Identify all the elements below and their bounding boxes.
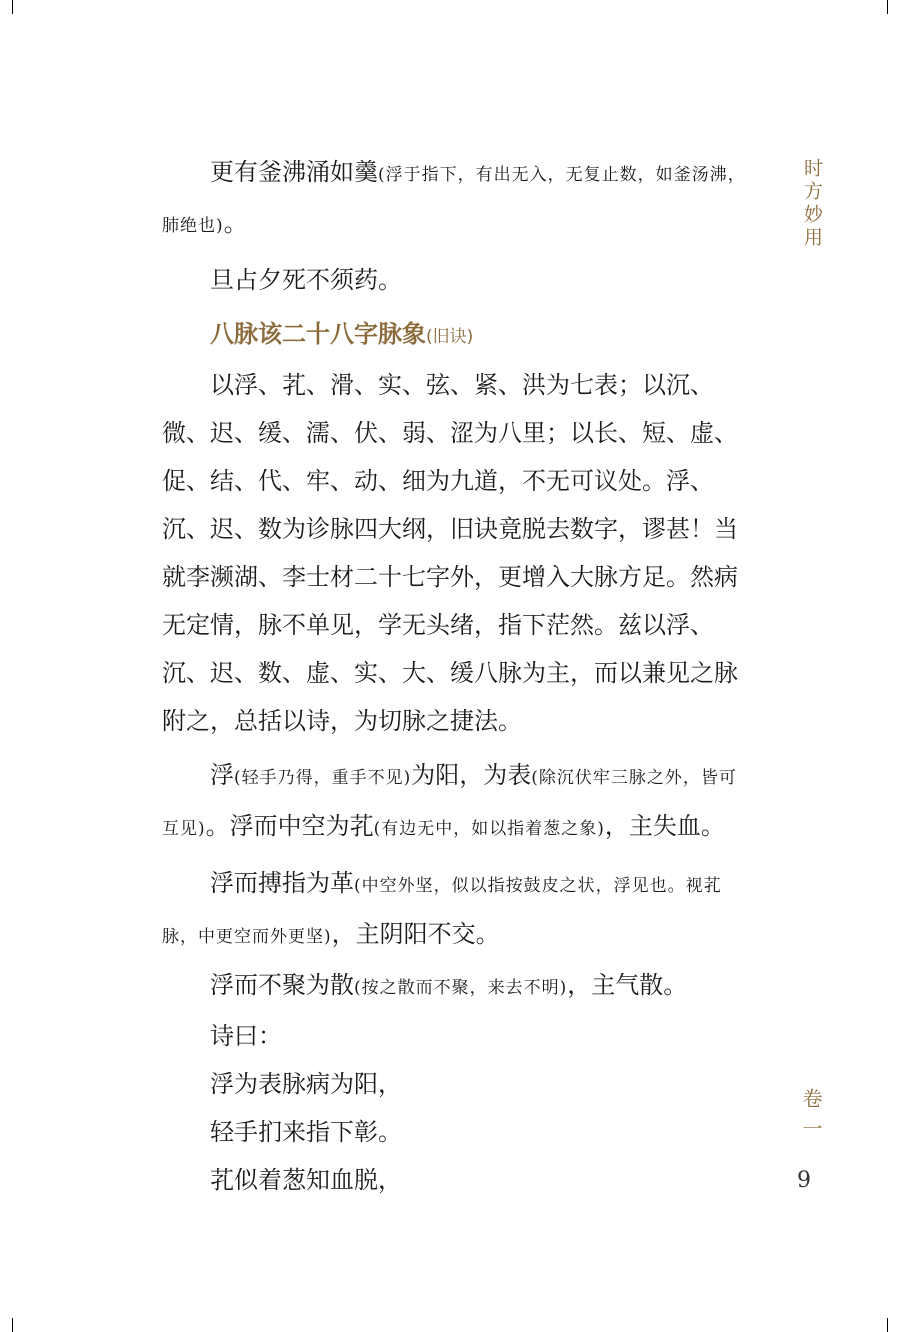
- annotation: (除沉伏牢三脉之外，皆可互见): [162, 768, 737, 839]
- annotation: (浮于指下，有出无入，无复止数，如釜汤沸，肺绝也): [162, 165, 746, 236]
- annotation: (中空外坚，似以指按鼓皮之状，浮见也。视芤脉，中更空而外更坚): [162, 876, 722, 947]
- paragraph: 更有釜沸涌如羹(浮于指下，有出无入，无复止数，如釜汤沸，肺绝也)。: [162, 158, 746, 237]
- volume-label: 卷一: [799, 1088, 823, 1148]
- running-title: 时方妙用: [801, 158, 823, 250]
- section-heading: 八脉该二十八字脉象(旧诀): [210, 320, 474, 348]
- page-number: 9: [797, 1168, 811, 1193]
- paragraph: 浮(轻手乃得，重手不见)为阳，为表(除沉伏牢三脉之外，皆可互见)。浮而中空为芤(有边无中，如以指着葱之象)，主失血。: [162, 761, 737, 840]
- paragraph: 浮而搏指为革(中空外坚，似以指按鼓皮之状，浮见也。视芤脉，中更空而外更坚)，主阴阳不交。: [162, 869, 722, 948]
- poem-intro: 诗曰：: [210, 1022, 282, 1050]
- annotation: (轻手乃得，重手不见): [234, 768, 412, 788]
- crop-mark: [887, 0, 888, 14]
- annotation: (有边无中，如以指着葱之象): [373, 819, 605, 839]
- poem-line: 轻手扪来指下彰。: [210, 1118, 402, 1146]
- poem-line: 浮为表脉病为阳，: [210, 1070, 402, 1098]
- main-text: [162, 148, 754, 1204]
- heading-subtitle: (旧诀): [426, 327, 474, 347]
- paragraph: 旦占夕死不须药。: [210, 266, 402, 294]
- crop-mark: [12, 0, 13, 14]
- crop-mark: [887, 1318, 888, 1332]
- annotation: (按之散而不聚，来去不明): [354, 978, 568, 998]
- crop-mark: [12, 1318, 13, 1332]
- paragraph: 以浮、芤、滑、实、弦、紧、洪为七表；以沉、微、迟、缓、濡、伏、弱、涩为八里；以长、短、虚、促、结、代、牢、动、细为九道，不无可议处。浮、沉、迟、数为诊脉四大纲，旧诀竟脱去数字，谬甚！当就李濒湖、李士材二十七字外，更增入大脉方足。然病无定情，脉不单见，学无头绪，指下茫然。兹以浮、沉、迟、数、虚、实、大、缓八脉为主，而以兼见之脉附之，总括以诗，为切脉之捷法。: [162, 371, 738, 735]
- paragraph: 浮而不聚为散(按之散而不聚，来去不明)，主气散。: [210, 971, 688, 999]
- poem-line: 芤似着葱知血脱，: [210, 1166, 402, 1194]
